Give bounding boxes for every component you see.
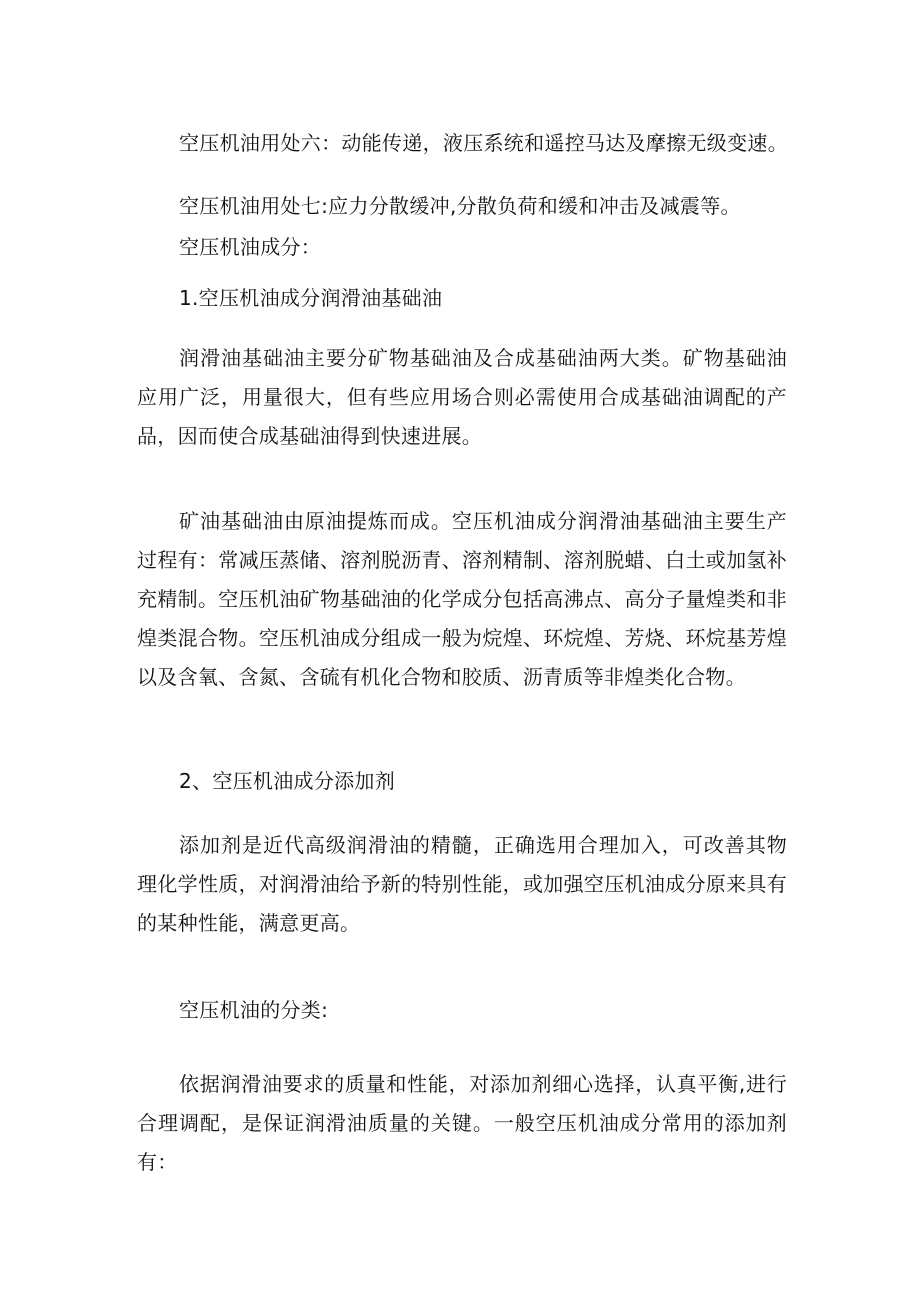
section1-paragraph-2: 矿油基础油由原油提炼而成。空压机油成分润滑油基础油主要生产过程有：常减压蒸储、溶剂脱沥青、溶剂精制、溶剂脱蜡、白土或加氢补充精制。空压机油矿物基础油的化学成分包括高沸点、高分子量煌类和非煌类混合物。空压机油成分组成一般为烷煌、环烷煌、芳烧、环烷基芳煌以及含氧、含氮、含硫有机化合物和胶质、沥青质等非煌类化合物。: [137, 509, 787, 689]
composition-heading: 空压机油成分：: [179, 235, 322, 259]
classification-heading: 空压机油的分类:: [179, 998, 329, 1022]
section1-paragraph-1: 润滑油基础油主要分矿物基础油及合成基础油两大类。矿物基础油应用广泛，用量很大，但有些应用场合则必需使用合成基础油调配的产品，因而使合成基础油得到快速进展。: [137, 346, 787, 448]
section1-heading: 1.空压机油成分润滑油基础油: [179, 286, 443, 310]
section2-paragraph: 添加剂是近代高级润滑油的精髓，正确选用合理加入，可改善其物理化学性质，对润滑油给予新的特别性能，或加强空压机油成分原来具有的某种性能，满意更高。: [137, 833, 787, 935]
classification-paragraph: 依据润滑油要求的质量和性能，对添加剂细心选择，认真平衡,进行合理调配，是保证润滑油质量的关键。一般空压机油成分常用的添加剂有：: [137, 1072, 787, 1174]
use-seven-line: 空压机油用处七:应力分散缓冲,分散负荷和缓和冲击及减震等。: [179, 194, 741, 218]
use-six-line: 空压机油用处六：动能传递，液压系统和遥控马达及摩擦无级变速。: [179, 131, 788, 155]
section2-heading: 2、空压机油成分添加剂: [179, 769, 396, 793]
